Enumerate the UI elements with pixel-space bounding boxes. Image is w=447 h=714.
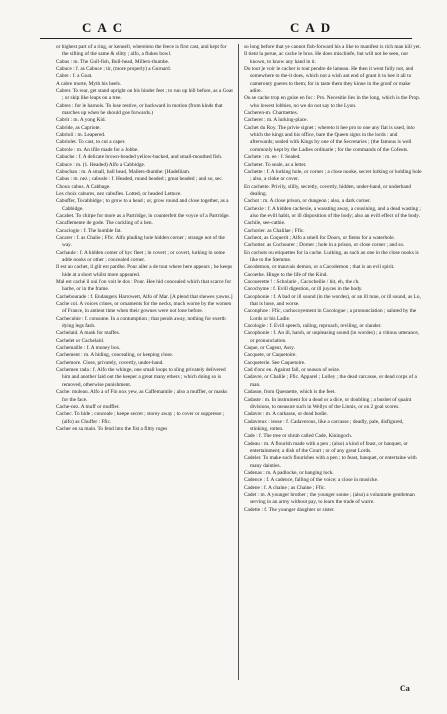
dictionary-entry: Cacaflemente de gode. The cackling of a hen. (56, 220, 153, 227)
dictionary-entry: Cade : f. The tree or shrub called Cade, Kiningoch. (244, 433, 353, 440)
dictionary-entry: so long before that ye cannot fish-forward his a like to manifest is rich man kill yet. (244, 44, 421, 50)
dictionary-entry: Il est au cachet, il glit est pardhe. Pour aller a de tout where here appears ; he keeps hide at a short whilst more appeared. (56, 264, 233, 278)
dictionary-entry: Cacophonie : f. A bad or ill sound (in the wordes), or an ill tune, or ill sound, as Lo, that is hose, and worse. (244, 293, 421, 308)
dictionary-entry: Cad d'onc en. Against fall, or season of seize. (244, 367, 341, 374)
dictionary-entry: Caconphoe : Ffic, cachocoyement in Cacologue ; a pronunciation ; saluted by the Lords or his Ladie. (244, 308, 417, 322)
left-column (56, 44, 234, 433)
dictionary-entry: Cache-nez. A muff or muffler. (56, 403, 120, 410)
dictionary-entry: Cadene : f. A chaine ; as Chaine ; Ffic. (244, 484, 326, 491)
dictionary-entry: Les choix cabures, nez cabufles. Lotted, or headed Lettuce. (56, 190, 182, 197)
dictionary-entry: Ou se cache trop en guise en foc : Pro. Necesitie lies in the long, which is the Prop. who lowest lobbies, no we do not say to the Lyon. (244, 95, 421, 109)
dictionary-entry: Cabus : m. nez ; cabusle : f. Headed, round headed ; great headed ; and so, sec. (56, 176, 224, 183)
dictionary-entry: Cacheot, as Coquerit ; Alfo a smell for Doors, or fiems for a waterhole. (244, 234, 395, 241)
dictionary-entry: Cacher en sa main. To fend into the fist a flitty roges (56, 425, 168, 432)
dictionary-entry: Cadavre, or Chalile ; Ffic. Apparel ; Lolley ; the dead carcasse, or dead corps of a man. (244, 374, 417, 388)
dictionary-entry: Cadavreux : ieuse : f. Cadaverous, like a carcasse ; deadly, pale, disfigured, stinking, rotten. (244, 418, 404, 432)
dictionary-entry: En cachots ou etiquettes for la cache. Lurking, as such an one in the close nooks is like to the Stemme. (244, 249, 419, 263)
dictionary-entry: Cadasse, from Quesnette, which is the feet. (244, 389, 336, 396)
dictionary-entry: Cacabet. To chirpe for more as a Partridge, in counterfeit the voyce of a Partridge. (56, 212, 230, 219)
dictionary-entry: Cachaule : f. A hidden comer of hyc fleet ; in covert ; or covert, lurking in some adde nooks or other ; concealed corner. (56, 249, 226, 263)
dictionary-entry: Du tout je voir le cacher is tout pendre de lameau. He then it went fully not, and somewhere to the-it does, which not a wish ant end of grant it to hee it all to cameronty gueres to them; for in taste them they kinne in the gronf or make adire. (244, 66, 414, 95)
dictionary-entry: Cabrit : m. A yong Kid. (56, 117, 106, 124)
dictionary-entry: Cachotter. as Cochourer ; Dorner ; hole in a prison, or close corner ; and so. (244, 242, 405, 249)
dictionary-entry: Cachelet or Cachelaid. (56, 337, 105, 344)
dictionary-entry: Cabuce : f. as Cabuce ; tir, (more properly) a Gurnard. (56, 66, 171, 73)
dictionary-entry: Cacarer : f. as Chalie ; Ffic. Alfo pluding hole hidden corner ; strange not of the way. (56, 234, 225, 249)
dictionary-entry: A cabre morte, Myth his heels. (56, 80, 122, 87)
dictionary-entry: Cacqueterie. See Caquetoire. (244, 359, 306, 366)
header-rule (40, 38, 412, 39)
dictionary-entry: Cacaclogie : f. The humble fat. (56, 227, 122, 234)
dictionary-entry: Cadence : f. A cadence, falling of the voice; a close in musicke. (244, 477, 379, 484)
dictionary-entry: Cachecuhie : f. consume. In a contumption ; that pends away, nothing for exerth dying legs fash. (56, 315, 226, 330)
dictionary-entry: Cacoethe. Hinge to the life of the Kind. (244, 271, 328, 278)
dictionary-entry: Cacheter. To seale, as a letter. (244, 161, 307, 168)
dictionary-entry: Cacodemon, or mauvais demon, or a Cacodemon ; that is an evil spirit. (244, 264, 395, 271)
dictionary-entry: Cabres : for le harnois. To lose restive, or backward in motion (from kinds that marches up when he should goe forwards.) (56, 102, 223, 117)
dictionary-entry: Cacochyme : f. Evill digestion, or ill juyces in the body. (244, 286, 363, 293)
dictionary-entry: Cabuchan : m. A small, ball head, Mallets-thumbe: [Hadelliam. (56, 168, 191, 175)
dictionary-entry: Cachemaille : f. A money box. (56, 345, 121, 352)
dictionary-entry: Cadeau : m. A flourish made with a pen ; (also) a kind of feast, or banquet, or entertainment; a dish of the Court ; or of any great Lords. (244, 440, 408, 454)
column-divider (238, 44, 239, 680)
header-left: CAC (82, 20, 129, 35)
dictionary-entry: Cabuche : f. A delicate brown-headed yellow-backed, and small-mouthed fish. (56, 154, 223, 161)
dictionary-entry: Cabus : m. The Gull-fish, Bull-head, Millers-thumbe. (56, 58, 170, 65)
dictionary-entry: Cabuce : m. (1. Headed) Alfo a Cabbidge. (56, 161, 146, 168)
dictionary-entry: Mal est caché il oui l'on voit le dos : Pour. Hee hid concealed which that scarce for harbe, or in the frame. (56, 279, 232, 293)
dictionary-entry: Il tient la perue, ac cache le brus. He does mischiefe, but will not be seen, nor known, to know any hand in it. (244, 51, 409, 65)
dictionary-entry: Cadenas : m. A padlocke, or hanging lock. (244, 469, 334, 476)
dictionary-entry: Cabuffer, Tocabbidge ; to grow to a head ; or, grow round and close together, as a Cabbidge. (56, 198, 229, 212)
dictionary-entry: Cacouerette ! : Scholarie , Cacocheilie / hit, eh, the ch. (244, 279, 360, 285)
dictionary-entry: Cachile, see-cathie. (244, 220, 286, 227)
running-head (40, 20, 410, 36)
dictionary-entry: or highest part of a ring, or kennell, whereinto the feece is first cast, and kept for the sifting of the same & slitty ; alfo, a flukes bowl. (56, 44, 227, 58)
dictionary-entry: Cabrioli : m. Leapered. (56, 132, 106, 139)
dictionary-entry: Cadette : f. The younger daughter or sister. (244, 506, 335, 513)
dictionary-entry: Cachot : m. A close prison, or dungeon ; also, a dark corner. (244, 198, 371, 205)
dictionary-entry: Cachelaid. A mask for maffes. (56, 330, 121, 337)
dictionary-entry: Cache col. A voices crines, or ornaments for the necks, much worne by the women of France, in antient time when their gownes were not lone before. (56, 301, 232, 315)
dictionary-entry: Cachement : m. A hiding, concealing, or keeping close. (56, 352, 174, 359)
dictionary-entry: Cachemen rada : f. Alfo the whinge, one small loops to sling privately delivered him and another laid out the keeper a great many ethers ; which doing so is removed, otherwise punishment. (56, 367, 226, 388)
catchword: Ca (400, 684, 410, 693)
dictionary-entry: Cadaste : m. In instrument for a dead or a dice, or doubling ; a bushet of quaint divisions, to measure such in Wellys of the Linnis, or on 2 goal scores. (244, 396, 412, 410)
dictionary-entry: Cadet : m. A younger brother ; the younger sonne ; (also) a voluntarie gentleman serving in an army without pay, to learn the trade of warre. (244, 491, 415, 506)
dictionary-entry: Cabrer. To rear, get stand upright on his hinder feet ; to run up hill before, as a Goat ; or skip like leaps on a tree. (56, 88, 233, 102)
dictionary-entry: Cachorier. as Chalilae ; Ffic. (244, 227, 305, 234)
dictionary-entry: Cacheret : m. A lurking-place. (244, 117, 308, 124)
dictionary-entry: Cachette : f. A lurking hole, or corner ; a close nooke, secret lurking or holding hole ; also, a cloke or cover. (244, 168, 422, 183)
dictionary-entry: Caque, or Cageur, Assy. (244, 345, 295, 352)
dictionary-entry: Cachexie : f. A hidden cachexie, a wassting away, a cousining, and a dead wasting ; also the evill habit, or ill disposition of the body; also an evill effect of the body. (244, 205, 421, 219)
dictionary-entry: Cacophonie : f. An ill, harsh, or unpleasing sound (in wordes) ; a vitious utterance, or pronunciation. (244, 330, 420, 344)
dictionary-entry: Cabre : f. a Goat. (56, 73, 93, 80)
dictionary-entry: Choux cabus. A Cabbage. (56, 183, 111, 190)
dictionary-entry: Cacheren-m. Charmettes. (244, 110, 298, 117)
dictionary-entry: Cadavre : m. A carkasse, or dead bodie. (244, 411, 328, 418)
dictionary-entry: Cachet du Roy. The privie signet ; whereto it hee pro to one any fiat is used, into which the kings and his office, bare the Queen signs in the lords : and afterwards; sealed with Kings by one of the Secretaries ; (the famous is well commonly kept by the Ladies ordinarie ; for the commands of the Cofeuts. (244, 124, 415, 153)
dictionary-entry: Cacquete, or Caquetoire. (244, 352, 297, 359)
dictionary-entry: Cabriolet. To cast, to cut a caper. (56, 139, 126, 146)
dictionary-entry: Cachec. To hide ; conceale ; keepe secret ; storey away ; to cover or suppresse ; (alfo) as Chuffer : Ffic. (56, 411, 225, 425)
dictionary-entry: Cacologie : f. Evill speech, railing, reproach, reviling, or slander. (244, 323, 382, 330)
dictionary-entry: Cabride, as Capriote. (56, 124, 101, 131)
dictionary-entry: Cabrole : m. An ifile made for a Jobbe. (56, 146, 139, 153)
dictionary-entry: En cachette. Privily, slilly, secretly, covertly, hidden, under-hand, or underhand dealing. (244, 183, 412, 197)
header-right: CAD (290, 20, 337, 35)
dictionary-entry: Cache: muleau. Alfo a of Fin nox yew, as Caffemamile ; also a muffler, or masks for the face. (56, 389, 228, 403)
dictionary-entry: Cachebourade : f. Endangers Harrowett, Alfo of Mar. [A plend that shewes yawns.] (56, 293, 233, 300)
right-column (244, 44, 422, 514)
dictionary-entry: Cachete : m. ee : f. Sealed. (244, 154, 301, 161)
dictionary-entry: Cadeler. To make such flourishes with a pen ; to feast, banquet, or entertaine with many dainties. (244, 455, 417, 469)
dictionary-entry: Cachemore. Close, privately, covertly, under-hand. (56, 359, 164, 366)
